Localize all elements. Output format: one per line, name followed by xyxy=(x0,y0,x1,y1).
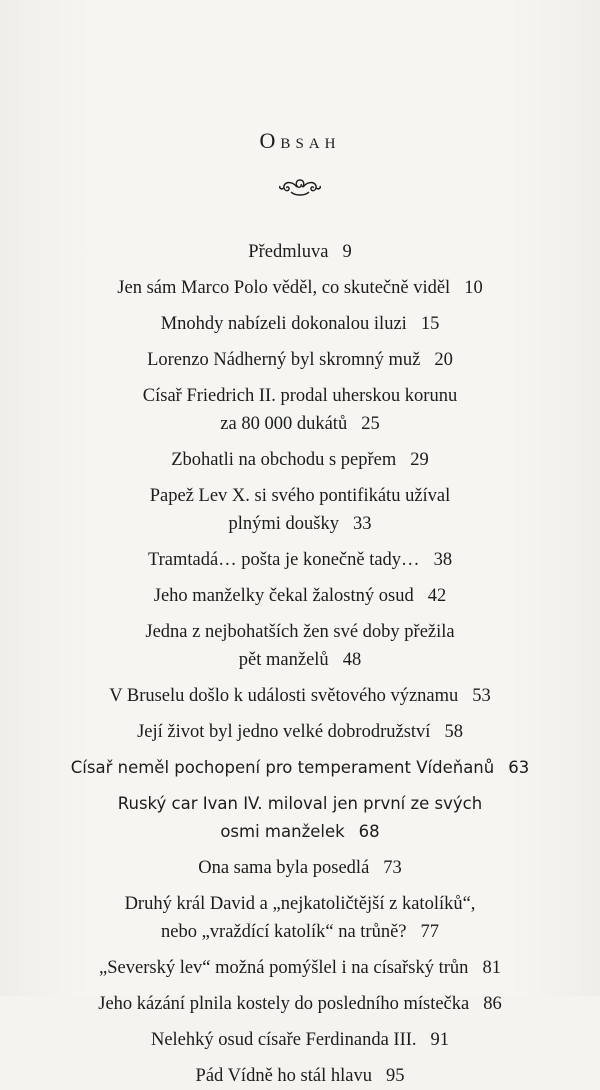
toc-entry: Císař Friedrich II. prodal uherskou korunu za 80 000 dukátů 25 xyxy=(142,386,458,434)
page-number: 77 xyxy=(420,922,440,942)
page-number: 68 xyxy=(358,822,380,841)
page-number: 38 xyxy=(433,550,453,570)
page-number: 15 xyxy=(420,314,440,334)
page-number: 20 xyxy=(434,350,453,370)
toc-entry: Druhý král David a „nejkatoličtější z katolíků“, nebo „vraždící katolík“ na trůně? 77 xyxy=(124,894,476,942)
floral-ornament-icon xyxy=(277,176,323,198)
page-number: 53 xyxy=(472,686,491,706)
toc-entry: Mnohdy nabízeli dokonalou iluzi 15 xyxy=(160,314,440,334)
page-number: 58 xyxy=(444,722,463,742)
toc-entry: „Severský lev“ možná pomýšlel i na císařský trůn 81 xyxy=(99,958,501,978)
toc-entry: Zbohatli na obchodu s pepřem 29 xyxy=(171,450,429,470)
page-number: 42 xyxy=(427,586,447,606)
page-number: 73 xyxy=(383,858,402,878)
page-number: 48 xyxy=(342,650,362,670)
page-number: 86 xyxy=(483,994,502,1014)
toc-entry: Jeho kázání plnila kostely do posledního místečka 86 xyxy=(98,994,502,1014)
page-number: 25 xyxy=(361,414,380,434)
toc-entry: Pád Vídně ho stál hlavu 95 xyxy=(195,1066,405,1086)
toc-entry: Nelehký osud císaře Ferdinanda III. 91 xyxy=(150,1030,450,1050)
page-number: 29 xyxy=(410,450,429,470)
toc-entry: Jen sám Marco Polo věděl, co skutečně viděl 10 xyxy=(117,278,483,298)
toc-entry: Ruský car Ivan IV. miloval jen první ze svých osmi manželek 68 xyxy=(117,794,483,841)
page-title: Obsah xyxy=(259,128,341,153)
page-number: 81 xyxy=(482,958,501,978)
toc-entry: Tramtadá… pošta je konečně tady… 38 xyxy=(147,550,453,570)
toc-entry: Předmluva 9 xyxy=(248,242,352,262)
toc-entry: Jedna z nejbohatších žen své doby přežila pět manželů 48 xyxy=(145,622,455,670)
toc-entry: Jeho manželky čekal žalostný osud 42 xyxy=(153,586,447,606)
toc-entry: Lorenzo Nádherný byl skromný muž 20 xyxy=(147,350,453,370)
toc-entry: Ona sama byla posedlá 73 xyxy=(198,858,402,878)
table-of-contents xyxy=(60,238,540,1090)
page-number: 95 xyxy=(385,1066,405,1086)
page-number: 91 xyxy=(430,1030,450,1050)
page-number: 9 xyxy=(342,242,352,262)
page-number: 63 xyxy=(508,758,530,777)
page-number: 10 xyxy=(464,278,483,298)
toc-entry: Její život byl jedno velké dobrodružství 58 xyxy=(137,722,463,742)
page-number: 33 xyxy=(353,514,372,534)
toc-entry: V Bruselu došlo k události světového významu 53 xyxy=(109,686,491,706)
toc-entry: Papež Lev X. si svého pontifikátu užíval plnými doušky 33 xyxy=(149,486,451,534)
toc-entry: Císař neměl pochopení pro temperament Vídeňanů 63 xyxy=(70,758,530,777)
